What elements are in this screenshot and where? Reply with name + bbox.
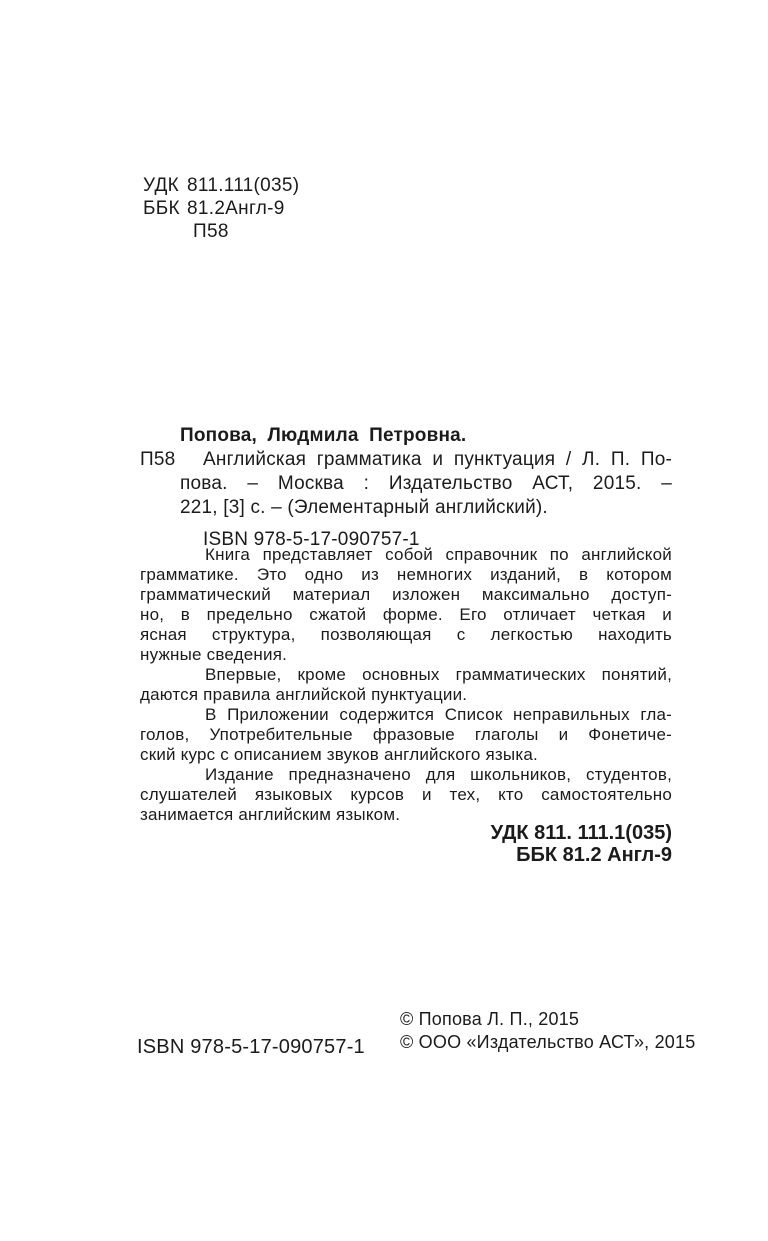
author-sign-row — [143, 220, 299, 243]
text-line: Английская грамматика и пунктуация / Л. П. По- — [203, 449, 672, 470]
udk-label: УДК — [143, 175, 180, 196]
text-line: грамматический материал изложен максимально доступ- — [140, 585, 672, 604]
annotation-paragraph-4 — [140, 765, 672, 825]
annotation-paragraph-2 — [140, 665, 672, 705]
text-line: но, в предельно сжатой форме. Его отличает четкая и — [140, 605, 672, 624]
text-line: Издание предназначено для школьников, студентов, — [205, 765, 672, 784]
text-line: грамматике. Это одно из немногих изданий, в котором — [140, 565, 672, 584]
text-line: нужные сведения. — [140, 645, 288, 664]
bbk-code-bold: ББК 81.2 Англ-9 — [516, 844, 672, 866]
text-line: 221, [3] с. – (Элементарный английский). — [180, 497, 548, 518]
text-line: ясная структура, позволяющая с легкостью находить — [140, 625, 672, 644]
text-line: слушателей языковых курсов и тех, кто самостоятельно — [140, 785, 672, 804]
copyright-author-line: © Попова Л. П., 2015 — [400, 1009, 580, 1029]
text-line: Впервые, кроме основных грамматических понятий, — [205, 665, 672, 684]
catalog-bibliographic-description — [180, 448, 672, 520]
udk-code-bold: УДК 811. 111.1(035) — [490, 822, 672, 844]
udk-code-row — [143, 174, 299, 197]
author-sign: П58 — [193, 221, 229, 242]
udk-value: 811.111(035) — [187, 175, 300, 196]
text-line: В Приложении содержится Список неправильных гла- — [205, 705, 672, 724]
catalog-entry-code: П58 — [140, 449, 176, 470]
footer-isbn: ISBN 978-5-17-090757-1 — [137, 1036, 365, 1058]
catalog-entry — [140, 424, 672, 552]
annotation-block — [140, 545, 672, 825]
text-line: голов, Употребительные фразовые глаголы и Фонетиче- — [140, 725, 672, 744]
catalog-isbn-line: ISBN 978-5-17-090757-1 — [203, 529, 420, 550]
bbk-code-row — [143, 197, 299, 220]
bbk-label: ББК — [143, 198, 180, 219]
bbk-value: 81.2Англ-9 — [187, 198, 285, 219]
text-line: пова. – Москва : Издательство АСТ, 2015. – — [180, 473, 672, 494]
annotation-paragraph-3 — [140, 705, 672, 765]
annotation-paragraph-1 — [140, 545, 672, 665]
footer-copyright-block — [400, 1008, 695, 1054]
copyright-publisher-line: © ООО «Издательство АСТ», 2015 — [400, 1032, 696, 1052]
text-line: Книга представляет собой справочник по английской — [205, 545, 672, 564]
catalog-author-name: Попова, Людмила Петровна. — [180, 425, 467, 446]
classification-codes-right-block — [140, 822, 672, 866]
text-line: ский курс с описанием звуков английского языка. — [140, 745, 538, 764]
text-line: занимается английским языком. — [140, 805, 401, 824]
classification-codes-block — [143, 174, 299, 243]
text-line: даются правила английской пунктуации. — [140, 685, 468, 704]
